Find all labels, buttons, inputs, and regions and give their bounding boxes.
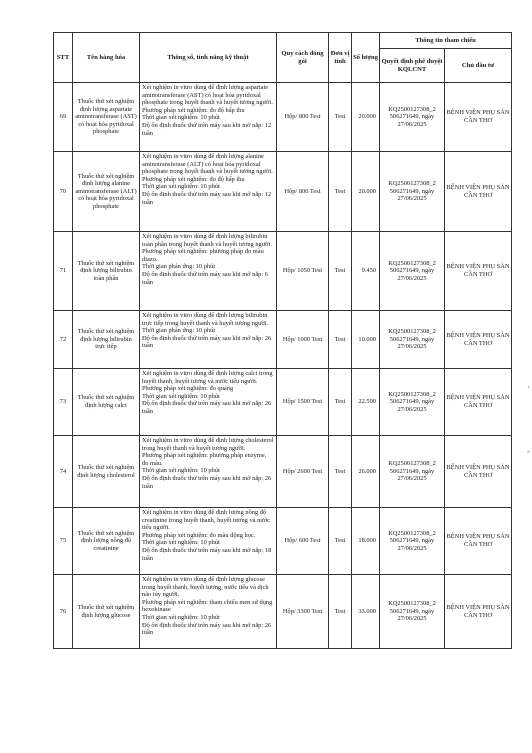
row-item-name: Thuốc thử xét nghiệm định lượng bilirubin trực tiếp: [73, 311, 140, 369]
table-row: [54, 436, 512, 508]
row-item-name: Thuốc thử xét nghiệm định lượng aspartate aminotransferase (AST) có hoạt hóa pyridoxal phosphate: [73, 83, 140, 152]
row-decision: KQ2500127308_2 506271649, ngày 27/06/2025: [380, 83, 445, 152]
row-stt: 71: [54, 232, 73, 311]
row-unit: Test: [329, 83, 352, 152]
spec-line: Thời gian phản ứng: 10 phút: [142, 263, 216, 271]
spec-line: Thời gian xét nghiệm: 10 phút: [142, 467, 220, 475]
header-spec: Thông số, tính năng kỹ thuật: [140, 33, 277, 83]
spec-line: Xét nghiệm in vitro dùng để định lượng nồng độ creatinine trong huyết thanh, huyết tương và nước tiểu người.: [142, 509, 270, 532]
row-spec: [140, 152, 277, 232]
row-spec: [140, 508, 277, 575]
row-investor: BỆNH VIỆN PHỤ SẢN CẦN THƠ: [445, 232, 512, 311]
row-decision: KQ2500127308_2 506271649, ngày 27/06/2025: [380, 152, 445, 232]
margin-mark: ·: [527, 382, 530, 392]
spec-line: Phương pháp xét nghiệm: tham chiếu men sử dụng hexokinase: [142, 598, 273, 614]
row-packaging: Hộp/ 1050 Test: [277, 232, 329, 311]
row-item-name: Thuốc thử xét nghiệm định lượng glucose: [73, 575, 140, 649]
row-stt: 70: [54, 152, 73, 232]
spec-line: Thời gian xét nghiệm: 10 phút: [142, 114, 220, 122]
row-stt: 76: [54, 575, 73, 649]
table-row: [54, 83, 512, 152]
row-quantity: 20.000: [352, 152, 380, 232]
row-unit: Test: [329, 232, 352, 311]
row-quantity: 9.450: [352, 232, 380, 311]
table-row: [54, 311, 512, 369]
spec-line: Xét nghiệm in vitro dùng để định lượng glucose trong huyết thanh, huyết tương, nước tiểu và dịch não tủy người.: [142, 576, 269, 599]
table-body: [54, 83, 512, 649]
spec-line: Phương pháp xét nghiệm: đo độ hấp thu: [142, 175, 245, 183]
table-row: [54, 575, 512, 649]
header-reference: Thông tin tham chiếu: [380, 33, 512, 49]
spec-line: Thời gian xét nghiệm: 10 phút: [142, 183, 220, 191]
table-row: [54, 152, 512, 232]
row-spec: [140, 311, 277, 369]
row-investor: BỆNH VIỆN PHỤ SẢN CẦN THƠ: [445, 152, 512, 232]
row-packaging: Hộp/ 800 Test: [277, 152, 329, 232]
spec-line: Thời gian xét nghiệm: 10 phút: [142, 539, 220, 547]
row-packaging: Hộp/ 800 Test: [277, 83, 329, 152]
row-quantity: 33.000: [352, 575, 380, 649]
row-decision: KQ2500127308_2 506271649, ngày 27/06/2025: [380, 311, 445, 369]
header-investor: Chủ đầu tư: [445, 49, 512, 83]
row-unit: Test: [329, 369, 352, 436]
header-unit: Đơn vị tính: [329, 33, 352, 83]
header-quantity: Số lượng: [352, 33, 380, 83]
row-stt: 72: [54, 311, 73, 369]
row-investor: BỆNH VIỆN PHỤ SẢN CẦN THƠ: [445, 575, 512, 649]
spec-line: Phương pháp xét nghiệm: phương pháp enzyme, đo màu.: [142, 452, 267, 467]
table-row: [54, 369, 512, 436]
margin-mark: -: [527, 446, 530, 456]
header-decision: Quyết định phê duyệt KQLCNT: [380, 49, 445, 83]
row-investor: BỆNH VIỆN PHỤ SẢN CẦN THƠ: [445, 508, 512, 575]
spec-line: Phương pháp xét nghiệm: đo độ hấp thu: [142, 106, 245, 114]
row-quantity: 22.500: [352, 369, 380, 436]
header-packaging: Quy cách đóng gói: [277, 33, 329, 83]
spec-line: Thời gian phản ứng: 10 phút: [142, 327, 216, 335]
row-quantity: 18.000: [352, 508, 380, 575]
spec-line: Thời gian xét nghiệm: 10 phút: [142, 392, 220, 400]
row-stt: 74: [54, 436, 73, 508]
row-decision: KQ2500127308_2 506271649, ngày 27/06/2025: [380, 436, 445, 508]
row-item-name: Thuốc thử xét nghiệm định lượng alanine aminotransferase (ALT) có hoạt hóa pyridoxal phosphate: [73, 152, 140, 232]
spec-line: Xét nghiệm in vitro dùng để định lượng alanine aminotransferase (ALT) có hoạt hóa pyridoxal phosphate trong huyết thanh và huyết tương người.: [142, 153, 273, 176]
table-row: [54, 232, 512, 311]
row-investor: BỆNH VIỆN PHỤ SẢN CẦN THƠ: [445, 436, 512, 508]
spec-line: Độ ổn định thuốc thử trên máy sau khi mở nắp: 26 tuần: [142, 621, 272, 637]
row-investor: BỆNH VIỆN PHỤ SẢN CẦN THƠ: [445, 369, 512, 436]
spec-line: Phương pháp xét nghiệm: đo quang: [142, 385, 234, 393]
row-packaging: Hộp/ 3300 Test: [277, 575, 329, 649]
row-stt: 69: [54, 83, 73, 152]
row-decision: KQ2500127308_2 506271649, ngày 27/06/2025: [380, 575, 445, 649]
row-investor: BỆNH VIỆN PHỤ SẢN CẦN THƠ: [445, 311, 512, 369]
row-unit: Test: [329, 311, 352, 369]
spec-line: Thời gian xét nghiệm: 10 phút: [142, 613, 220, 621]
row-spec: [140, 369, 277, 436]
spec-line: Xét nghiệm in vitro dùng để định lượng bilirubin trực tiếp trong huyết thanh và huyết tương người.: [142, 312, 269, 327]
row-investor: BỆNH VIỆN PHỤ SẢN CẦN THƠ: [445, 83, 512, 152]
row-packaging: Hộp/ 2600 Test: [277, 436, 329, 508]
row-item-name: Thuốc thử xét nghiệm định lượng bilirubin toàn phần: [73, 232, 140, 311]
row-unit: Test: [329, 152, 352, 232]
spec-line: Xét nghiệm in vitro dùng để định lượng aspartate aminotransferase (AST) có hoạt hóa pyridoxal phosphate trong huyết thanh và huyết tương người.: [142, 84, 273, 107]
row-unit: Test: [329, 436, 352, 508]
header-stt: STT: [54, 33, 73, 83]
table-row: [54, 508, 512, 575]
row-quantity: 10.000: [352, 311, 380, 369]
row-packaging: Hộp/ 600 Test: [277, 508, 329, 575]
row-spec: [140, 436, 277, 508]
row-unit: Test: [329, 508, 352, 575]
reference-table: [53, 32, 512, 649]
spec-line: Độ ổn định thuốc thử trên máy sau khi mở nắp: 6 tuần: [142, 270, 268, 286]
row-spec: [140, 83, 277, 152]
row-stt: 75: [54, 508, 73, 575]
spec-line: Độ ổn định thuốc thử trên máy sau khi mở nắp: 26 tuần: [142, 334, 272, 350]
row-decision: KQ2500127308_2 506271649, ngày 27/06/2025: [380, 508, 445, 575]
spec-line: Độ ổn định thuốc thử trên máy sau khi mở nắp: 12 tuần: [142, 190, 272, 206]
spec-line: Độ ổn định thuốc thử trên máy sau khi mở nắp: 12 tuần: [142, 121, 272, 137]
row-quantity: 26.000: [352, 436, 380, 508]
row-packaging: Hộp/ 1500 Test: [277, 369, 329, 436]
spec-line: Độ ổn định thuốc thử trên máy sau khi mở nắp: 26 tuần: [142, 400, 272, 415]
header-name: Tên hàng hóa: [73, 33, 140, 83]
row-quantity: 20.000: [352, 83, 380, 152]
row-spec: [140, 575, 277, 649]
spec-line: Xét nghiệm in vitro dùng để định lượng bilirubin toàn phần trong huyết thanh và huyết tương người.: [142, 233, 272, 248]
row-stt: 73: [54, 369, 73, 436]
row-item-name: Thuốc thử xét nghiệm định lượng nồng độ creatinine: [73, 508, 140, 575]
spec-line: Độ ổn định thuốc thử trên máy sau khi mở nắp: 18 tuần: [142, 546, 272, 562]
spec-line: Độ ổn định thuốc thử trên máy sau khi mở nắp: 26 tuần: [142, 474, 272, 490]
spec-line: Phương pháp xét nghiệm: phương pháp đo màu diazo.: [142, 248, 264, 263]
row-packaging: Hộp/ 1000 Test: [277, 311, 329, 369]
spec-line: Xét nghiệm in vitro dùng để định lượng calci trong huyết thanh, huyết tương và nước tiểu người.: [142, 370, 273, 385]
row-spec: [140, 232, 277, 311]
spec-line: Xét nghiệm in vitro dùng để định lượng cholesterol trong huyết thanh và huyết tương người.: [142, 437, 274, 452]
row-decision: KQ2500127308_2 506271649, ngày 27/06/2025: [380, 232, 445, 311]
row-unit: Test: [329, 575, 352, 649]
row-item-name: Thuốc thử xét nghiệm định lượng calci: [73, 369, 140, 436]
row-decision: KQ2500127308_2 506271649, ngày 27/06/2025: [380, 369, 445, 436]
row-item-name: Thuốc thử xét nghiệm định lượng cholesterol: [73, 436, 140, 508]
spec-line: Phương pháp xét nghiệm: đo màu động học.: [142, 531, 256, 539]
